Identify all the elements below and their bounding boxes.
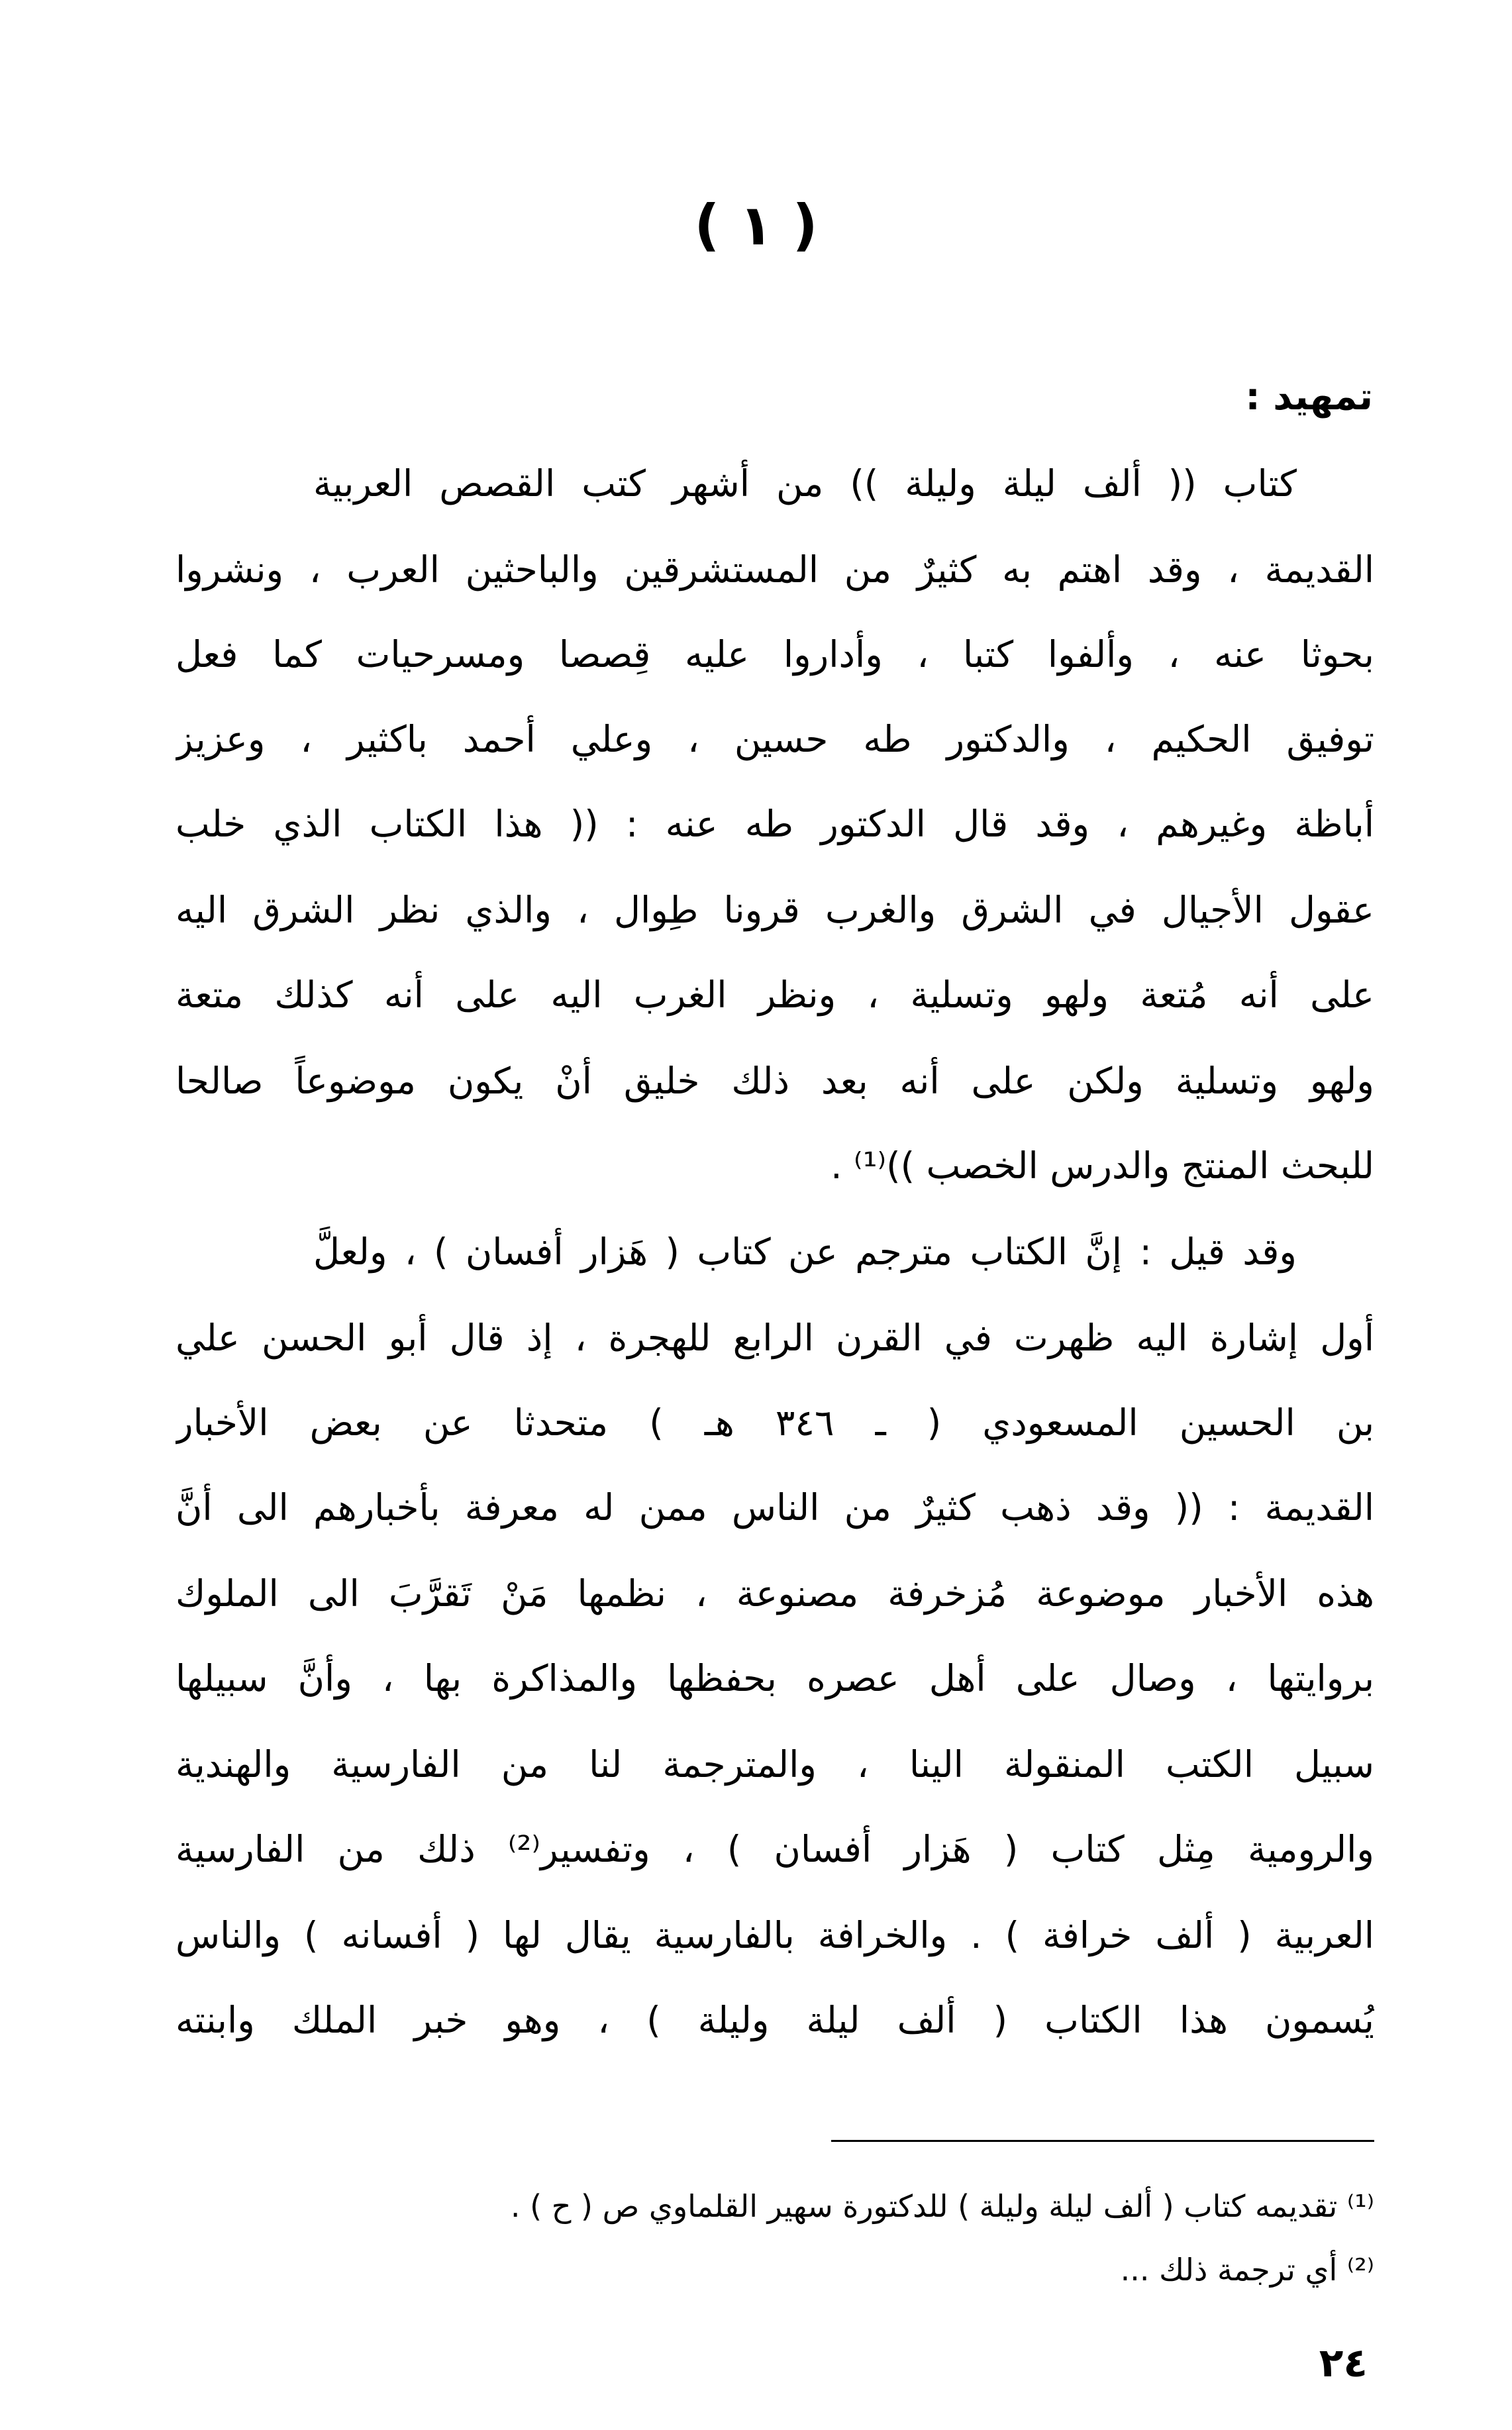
text-line: توفيق الحكيم ، والدكتور طه حسين ، وعلي أحمد باكثير ، وعزيز xyxy=(176,718,1374,760)
footnote-divider xyxy=(831,2140,1374,2142)
text-line: العربية ( ألف خرافة ) . والخرافة بالفارسية يقال لها ( أفسانه ) والناس xyxy=(176,1914,1374,1956)
text-line: للبحث المنتج والدرس الخصب ))⁽¹⁾ . xyxy=(831,1144,1374,1187)
text-line: القديمة ، وقد اهتم به كثيرٌ من المستشرقين والباحثين العرب ، ونشروا xyxy=(176,548,1374,591)
text-line: والرومية مِثل كتاب ( هَزار أفسان ) ، وتفسير⁽²⁾ ذلك من الفارسية xyxy=(176,1828,1374,1870)
text-line: بن الحسين المسعودي ( ـ ٣٤٦ هـ ) متحدثا عن بعض الأخبار xyxy=(176,1401,1374,1444)
text-line: القديمة : (( وقد ذهب كثيرٌ من الناس ممن له معرفة بأخبارهم الى أنَّ xyxy=(176,1486,1374,1529)
text-line: عقول الأجيال في الشرق والغرب قرونا طِوال ، والذي نظر الشرق اليه xyxy=(176,889,1374,931)
text-line: أول إشارة اليه ظهرت في القرن الرابع للهجرة ، إذ قال أبو الحسن علي xyxy=(176,1317,1374,1359)
text-line: ولهو وتسلية ولكن على أنه بعد ذلك خليق أنْ يكون موضوعاً صالحا xyxy=(176,1060,1374,1102)
footnote: ⁽¹⁾ تقديمه كتاب ( ألف ليلة وليلة ) للدكتورة سهير القلماوي ص ( ح ) . xyxy=(510,2188,1374,2224)
footnote: ⁽²⁾ أي ترجمة ذلك ... xyxy=(1120,2252,1374,2288)
text-line: بحوثا عنه ، وألفوا كتبا ، وأداروا عليه قِصصا ومسرحيات كما فعل xyxy=(176,633,1374,676)
text-line: سبيل الكتب المنقولة الينا ، والمترجمة لنا من الفارسية والهندية xyxy=(176,1743,1374,1786)
text-line: وقد قيل : إنَّ الكتاب مترجم عن كتاب ( هَزار أفسان ) ، ولعلَّ xyxy=(313,1231,1297,1273)
page-number: ٢٤ xyxy=(1319,2340,1368,2386)
text-line: على أنه مُتعة ولهو وتسلية ، ونظر الغرب اليه على أنه كذلك متعة xyxy=(176,974,1374,1016)
section-heading: تمهيد : xyxy=(1245,376,1373,419)
chapter-number: ( ١ ) xyxy=(694,193,818,258)
text-line: أباظة وغيرهم ، وقد قال الدكتور طه عنه : (( هذا الكتاب الذي خلب xyxy=(176,803,1374,845)
text-line: بروايتها ، وصال على أهل عصره بحفظها والمذاكرة بها ، وأنَّ سبيلها xyxy=(176,1657,1374,1699)
text-line: كتاب (( ألف ليلة وليلة )) من أشهر كتب القصص العربية xyxy=(313,462,1297,505)
text-line: هذه الأخبار موضوعة مُزخرفة مصنوعة ، نظمها مَنْ تَقرَّبَ الى الملوك xyxy=(176,1572,1374,1615)
text-line: يُسمون هذا الكتاب ( ألف ليلة وليلة ) ، وهو خبر الملك وابنته xyxy=(176,1999,1374,2041)
